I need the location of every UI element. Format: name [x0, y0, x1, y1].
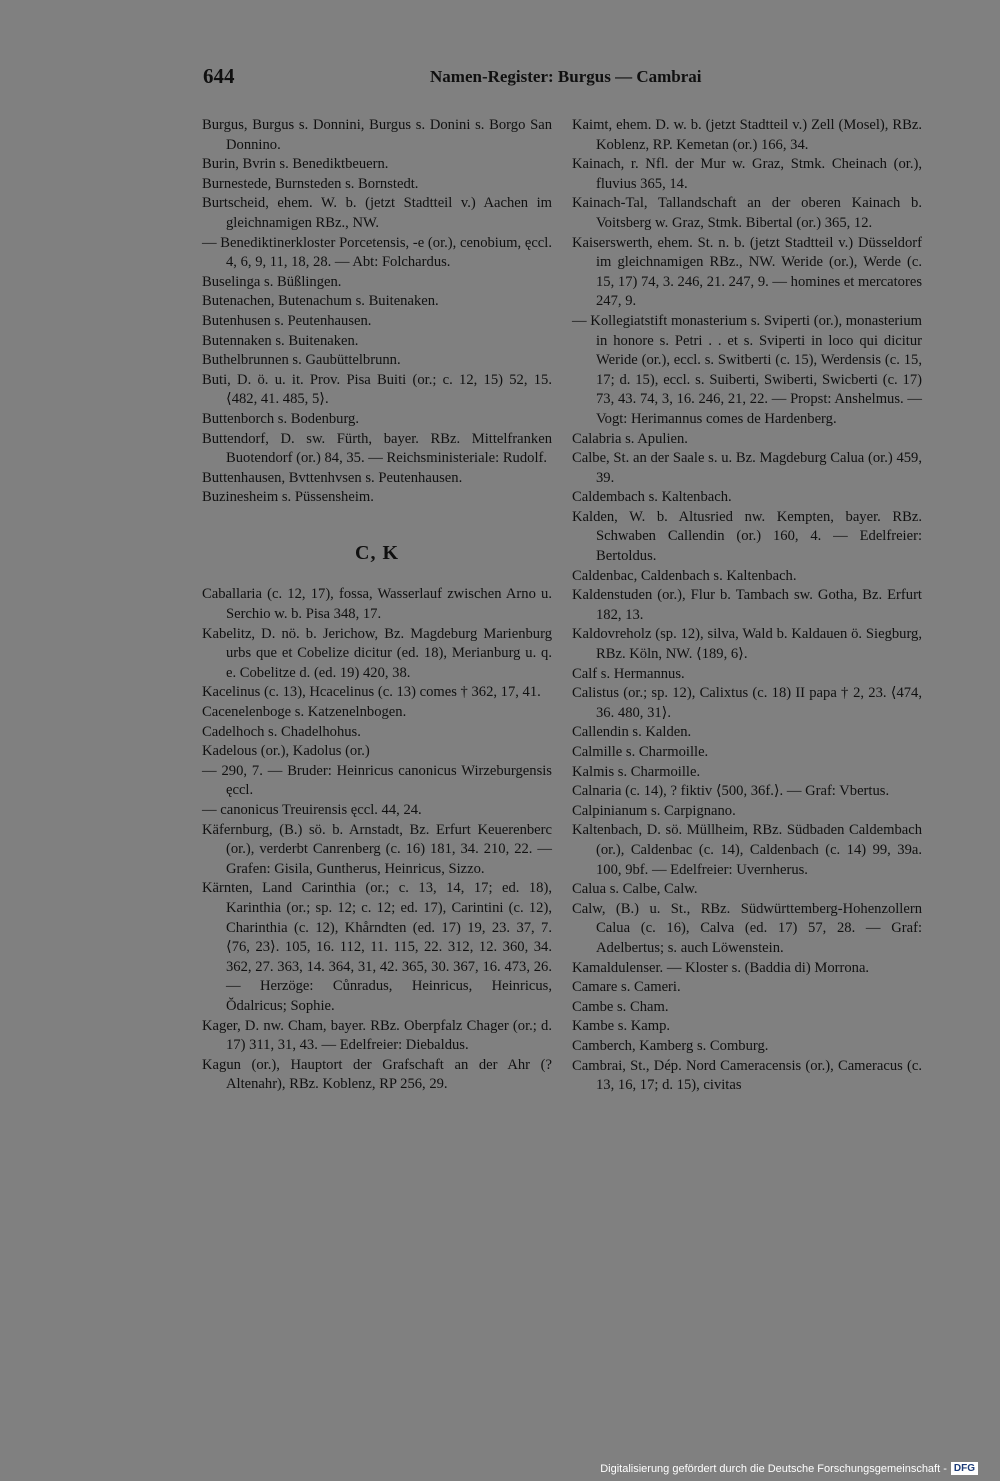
index-entry: Kabelitz, D. nö. b. Jerichow, Bz. Magdeburg Marienburg urbs que et Cobelize dicitur (ed. 18), Merianburg u. q. e. Cobelitze d. (ed. 19) 420, 38.: [202, 625, 552, 681]
index-entry: Callendin s. Kalden.: [572, 724, 692, 741]
index-entry: Cacenelenboge s. Katzenelnbogen.: [202, 704, 407, 721]
index-entry: Kadelous (or.), Kadolus (or.): [202, 743, 370, 760]
index-entry: Kainach, r. Nfl. der Mur w. Graz, Stmk. Cheinach (or.), fluvius 365, 14.: [572, 156, 922, 192]
index-entry: Caldembach s. Kaltenbach.: [572, 489, 732, 506]
section-heading: C, K: [355, 541, 399, 564]
index-entry: Calnaria (c. 14), ? fiktiv ⟨500, 36f.⟩. — Graf: Vbertus.: [572, 783, 890, 800]
index-entry: — Kollegiatstift monasterium s. Sviperti (or.), monasterium in honore s. Petri . . et s. Sviperti in loco qui dicitur Weride (or.), eccl. s. Switberti (c. 15), Werdensis (c. 15, 17; d. 15), eccl. s. Suiberti, Swiberti, Swicberti (c. 17) 73, 43. 74, 3, 16. 246, 21, 22. — Propst: Anshelmus. — Vogt: Herimannus comes de Hardenberg.: [572, 312, 922, 427]
right-column: [572, 116, 922, 1096]
index-entry: Calpinianum s. Carpignano.: [572, 802, 736, 819]
footer-credit-text: Digitalisierung gefördert durch die Deutsche Forschungsgemeinschaft -: [600, 1462, 947, 1475]
index-entry: Calabria s. Apulien.: [572, 430, 688, 447]
index-entry: — Benediktinerkloster Porcetensis, -e (or.), cenobium, ęccl. 4, 6, 9, 11, 18, 28. — Abt: Folchardus.: [202, 234, 552, 271]
index-entry: Cambrai, St., Dép. Nord Cameracensis (or.), Cameracus (c. 13, 16, 17; d. 15), civitas: [572, 1057, 922, 1094]
index-entry: Burin, Bvrin s. Benediktbeuern.: [202, 156, 389, 173]
index-entry: Buttenborch s. Bodenburg.: [202, 410, 360, 427]
index-entry: Caldenbac, Caldenbach s. Kaltenbach.: [572, 567, 797, 584]
index-entry: Buzinesheim s. Püssensheim.: [202, 489, 374, 506]
index-entry: Burnestede, Burnsteden s. Bornstedt.: [202, 175, 419, 192]
index-entry: Cadelhoch s. Chadelhohus.: [202, 723, 361, 740]
index-entry: Calw, (B.) u. St., RBz. Südwürttemberg-Hohenzollern Calua (c. 16), Calva (ed. 17) 57, 28. — Graf: Adelbertus; s. auch Löwenstein.: [572, 900, 922, 956]
index-entry: Buti, D. ö. u. it. Prov. Pisa Buiti (or.; c. 12, 15) 52, 15. ⟨482, 41. 485, 5⟩.: [202, 371, 552, 408]
index-entry: — 290, 7. — Bruder: Heinricus canonicus Wirzeburgensis ęccl.: [202, 762, 552, 799]
index-entry: Buselinga s. Büßlingen.: [202, 273, 342, 290]
index-entry: Buthelbrunnen s. Gaubüttelbrunn.: [202, 352, 401, 369]
running-title: Namen-Register: Burgus — Cambrai: [430, 67, 702, 86]
index-entry: Kager, D. nw. Cham, bayer. RBz. Oberpfalz Chager (or.; d. 17) 311, 31, 43. — Edelfreier: Diebaldus.: [202, 1017, 552, 1054]
index-entry: Kalden, W. b. Altusried nw. Kempten, bayer. RBz. Schwaben Callendin (or.) 160, 4. — Edelfreier: Bertoldus.: [572, 508, 922, 565]
page-number: 644: [203, 64, 235, 88]
index-entry: Calistus (or.; sp. 12), Calixtus (c. 18) II papa † 2, 23. ⟨474, 36. 480, 31⟩.: [572, 685, 922, 721]
index-entry: Kaltenbach, D. sö. Müllheim, RBz. Südbaden Caldembach (or.), Caldenbac (c. 14), Caldenbach (c. 14) 99, 39a. 100, 9bf. — Edelfreier: Uvernherus.: [572, 822, 922, 878]
index-entry: Camberch, Kamberg s. Comburg.: [572, 1037, 769, 1054]
index-entry: Butenachen, Butenachum s. Buitenaken.: [202, 293, 439, 310]
index-entry: Kamaldulenser. — Kloster s. (Baddia di) Morrona.: [572, 959, 870, 976]
footer-credit-bar: [600, 1462, 978, 1475]
index-entry: Buttenhausen, Bvttenhvsen s. Peutenhausen.: [202, 469, 463, 486]
index-entry: Burgus, Burgus s. Donnini, Burgus s. Donini s. Borgo San Donnino.: [202, 117, 552, 153]
index-entry: Käfernburg, (B.) sö. b. Arnstadt, Bz. Erfurt Keuerenberc (or.), verderbt Canrenberg (c. 16) 181, 34. 210, 22. — Grafen: Gisila, Guntherus, Heinricus, Sizzo.: [202, 821, 552, 877]
index-entry: Kaldenstuden (or.), Flur b. Tambach sw. Gotha, Bz. Erfurt 182, 13.: [572, 587, 922, 623]
index-entry: Camare s. Cameri.: [572, 979, 681, 996]
index-entry: Butenhusen s. Peutenhausen.: [202, 312, 372, 329]
index-entry: Kagun (or.), Hauptort der Grafschaft an der Ahr (? Altenahr), RBz. Koblenz, RP 256, 29.: [202, 1056, 552, 1093]
index-entry: Burtscheid, ehem. W. b. (jetzt Stadtteil v.) Aachen im gleichnamigen RBz., NW.: [202, 195, 552, 231]
index-entry: Buttendorf, D. sw. Fürth, bayer. RBz. Mittelfranken Buotendorf (or.) 84, 35. — Reichsministeriale: Rudolf.: [202, 430, 552, 467]
index-entry: Calbe, St. an der Saale s. u. Bz. Magdeburg Calua (or.) 459, 39.: [572, 450, 922, 486]
index-entry: Caballaria (c. 12, 17), fossa, Wasserlauf zwischen Arno u. Serchio w. b. Pisa 348, 17.: [202, 586, 552, 623]
index-entry: Kacelinus (c. 13), Hcacelinus (c. 13) comes † 362, 17, 41.: [202, 684, 541, 701]
index-entry: Kalmis s. Charmoille.: [572, 763, 701, 780]
index-entry: Calf s. Hermannus.: [572, 665, 685, 682]
index-entry: Kainach-Tal, Tallandschaft an der oberen Kainach b. Voitsberg w. Graz, Stmk. Bibertal (or.) 365, 12.: [572, 195, 922, 231]
index-entry: Calua s. Calbe, Calw.: [572, 881, 698, 898]
index-entry: Kaldovreholz (sp. 12), silva, Wald b. Kaldauen ö. Siegburg, RBz. Köln, NW. ⟨189, 6⟩.: [572, 626, 922, 663]
index-entry: Kaimt, ehem. D. w. b. (jetzt Stadtteil v.) Zell (Mosel), RBz. Koblenz, RP. Kemetan (or.) 166, 34.: [572, 117, 922, 153]
index-entry: Kambe s. Kamp.: [572, 1018, 671, 1035]
index-entry: Calmille s. Charmoille.: [572, 744, 709, 760]
index-entry: Cambe s. Cham.: [572, 998, 669, 1015]
index-entry: Kaiserswerth, ehem. St. n. b. (jetzt Stadtteil v.) Düsseldorf im gleichnamigen RBz., NW. Weride (or.), Werde (c. 15, 17) 74, 3. 246, 21. 247, 9. — homines et mercatores 247, 9.: [572, 234, 922, 310]
index-entry: — canonicus Treuirensis ęccl. 44, 24.: [202, 802, 422, 818]
index-entry: Butennaken s. Buitenaken.: [202, 332, 359, 349]
left-column: [202, 116, 552, 1095]
index-entry: Kärnten, Land Carinthia (or.; c. 13, 14, 17; ed. 18), Karinthia (or.; sp. 12; c. 12; ed. 17), Carintini (c. 12), Charinthia (c. 12), Khårndten (ed. 17) 19, 23. 37, 7. ⟨76, 23⟩. 105, 16. 112, 11. 115, 22. 312, 12. 360, 34. 362, 27. 363, 14. 364, 31, 42. 365, 30. 367, 16. 473, 26. — Herzöge: Cůnradus, Heinricus, Heinricus, Ŏdalricus; Sophie.: [202, 880, 552, 1014]
dfg-logo: DFG: [951, 1462, 978, 1475]
